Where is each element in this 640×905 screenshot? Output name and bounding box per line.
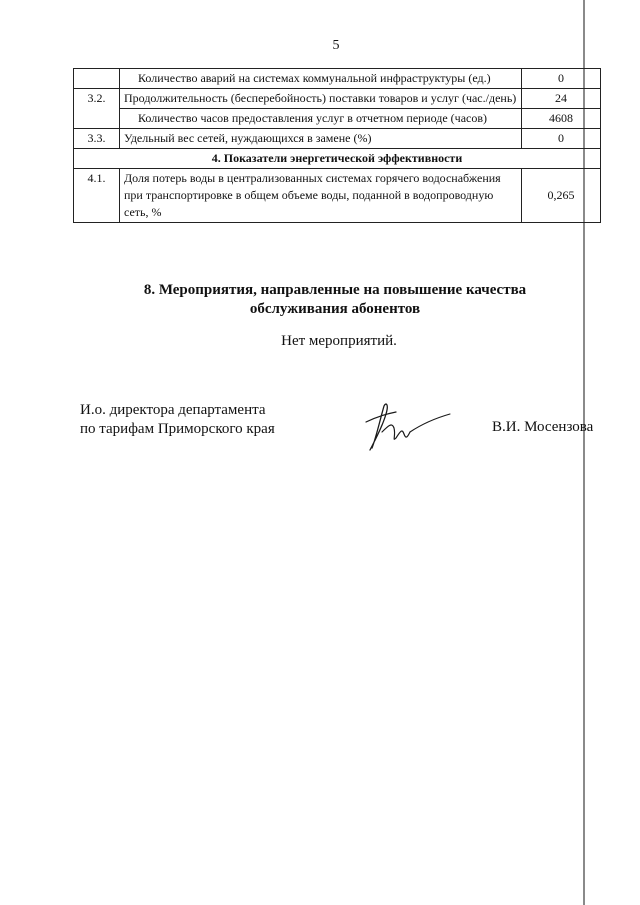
signer-position-line: И.о. директора департамента	[80, 402, 266, 418]
row-description: Доля потерь воды в централизованных системах горячего водоснабжения при транспортировке в общем объеме воды, поданной в водопроводную сеть, %	[120, 169, 522, 223]
row-value: 0	[522, 69, 601, 89]
row-number: 3.3.	[74, 129, 120, 149]
section-text: Нет мероприятий.	[281, 333, 397, 349]
page-number: 5	[332, 38, 340, 53]
table-row	[74, 69, 601, 89]
table-section-heading: 4. Показатели энергетической эффективности	[74, 149, 601, 169]
table-row	[74, 109, 601, 129]
table-section-row	[74, 149, 601, 169]
table-row	[74, 169, 601, 223]
row-description: Количество аварий на системах коммунальной инфраструктуры (ед.)	[120, 69, 522, 89]
row-value: 24	[522, 89, 601, 109]
indicators-table	[73, 68, 601, 223]
row-value: 4608	[522, 109, 601, 129]
row-value: 0	[522, 129, 601, 149]
row-number: 3.2.	[74, 89, 120, 109]
row-description: Продолжительность (бесперебойность) поставки товаров и услуг (час./день)	[120, 89, 522, 109]
row-number: 4.1.	[74, 169, 120, 223]
row-description: Удельный вес сетей, нуждающихся в замене (%)	[120, 129, 522, 149]
signer-position	[80, 401, 275, 439]
signer-name: В.И. Мосензова	[492, 419, 594, 435]
row-number	[74, 109, 120, 129]
signer-position-line: по тарифам Приморского края	[80, 421, 275, 437]
row-number	[74, 69, 120, 89]
section-title: 8. Мероприятия, направленные на повышение качества обслуживания абонентов	[143, 282, 527, 317]
table-row	[74, 89, 601, 109]
row-value: 0,265	[522, 169, 601, 223]
table-row	[74, 129, 601, 149]
handwritten-signature	[362, 398, 454, 454]
row-description: Количество часов предоставления услуг в отчетном периоде (часов)	[120, 109, 522, 129]
